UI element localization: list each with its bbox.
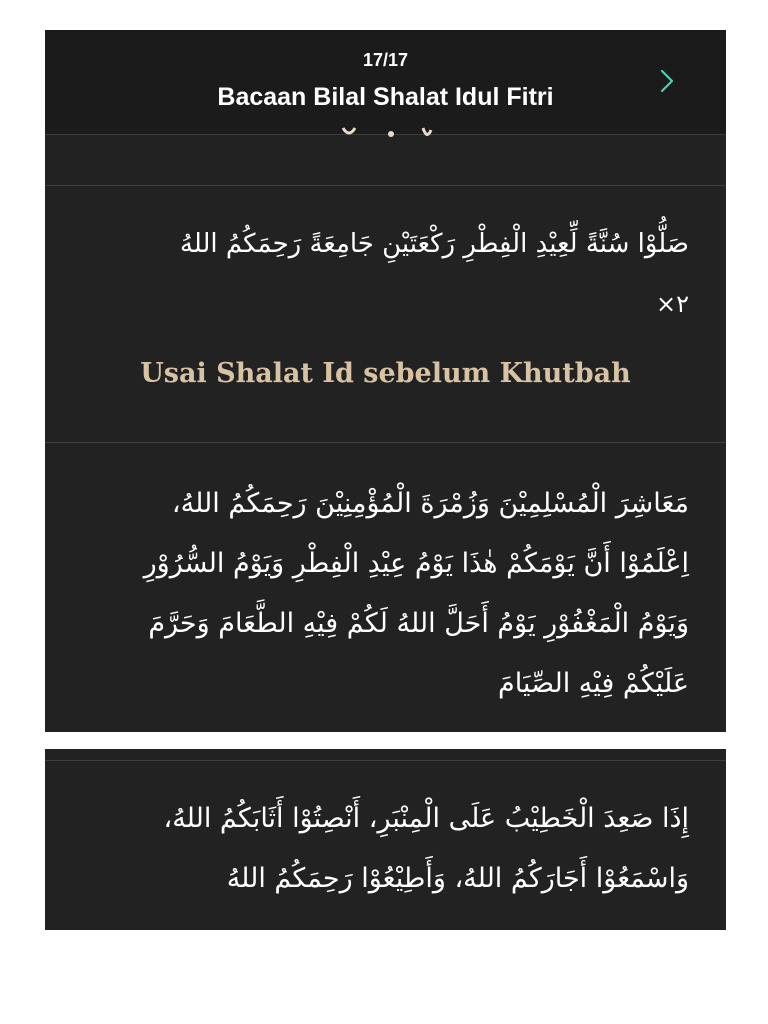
divider xyxy=(45,442,726,443)
arabic-line: مَعَاشِرَ الْمُسْلِمِيْنَ وَزُمْرَةَ الْمُؤْمِنِيْنَ رَحِمَكُمُ اللهُ، xyxy=(171,488,689,519)
arabic-line: اِعْلَمُوْا أَنَّ يَوْمَكُمْ هٰذَا يَوْمُ عِيْدِ الْفِطْرِ وَيَوْمُ السُّرُوْرِ xyxy=(143,548,689,579)
header-bar xyxy=(45,30,726,134)
arabic-line: وَاسْمَعُوْا أَجَارَكُمُ اللهُ، وَأَطِيْعُوْا رَحِمَكُمُ اللهُ xyxy=(226,863,689,894)
chevron-right-icon xyxy=(651,64,685,98)
page-title: Bacaan Bilal Shalat Idul Fitri xyxy=(217,83,554,111)
divider xyxy=(45,185,726,186)
arabic-line: إِذَا صَعِدَ الْخَطِيْبُ عَلَى الْمِنْبَرِ، أَنْصِتُوْا أَثَابَكُمُ اللهُ، xyxy=(163,803,689,834)
arabic-line: وَيَوْمُ الْمَغْفُوْرِ يَوْمُ أَحَلَّ اللهُ لَكُمْ فِيْهِ الطَّعَامَ وَحَرَّمَ xyxy=(148,608,689,639)
scrolled-text-fragment xyxy=(335,126,435,146)
reading-panel-continued xyxy=(45,749,726,930)
arabic-verse: صَلُّوْا سُنَّةً لِّعِيْدِ الْفِطْرِ رَكْعَتَيْنِ جَامِعَةً رَحِمَكُمُ اللهُ xyxy=(179,229,689,259)
arabic-verse-block xyxy=(69,474,689,714)
arabic-verse-block xyxy=(69,789,689,909)
next-page-button[interactable] xyxy=(651,64,685,98)
repeat-count: ٢× xyxy=(656,290,689,318)
divider xyxy=(45,760,726,761)
reading-panel xyxy=(45,30,726,732)
page-counter: 17/17 xyxy=(362,50,409,70)
section-heading: Usai Shalat Id sebelum Khutbah xyxy=(140,358,631,389)
arabic-line: عَلَيْكُمْ فِيْهِ الصِّيَامَ xyxy=(497,668,689,699)
